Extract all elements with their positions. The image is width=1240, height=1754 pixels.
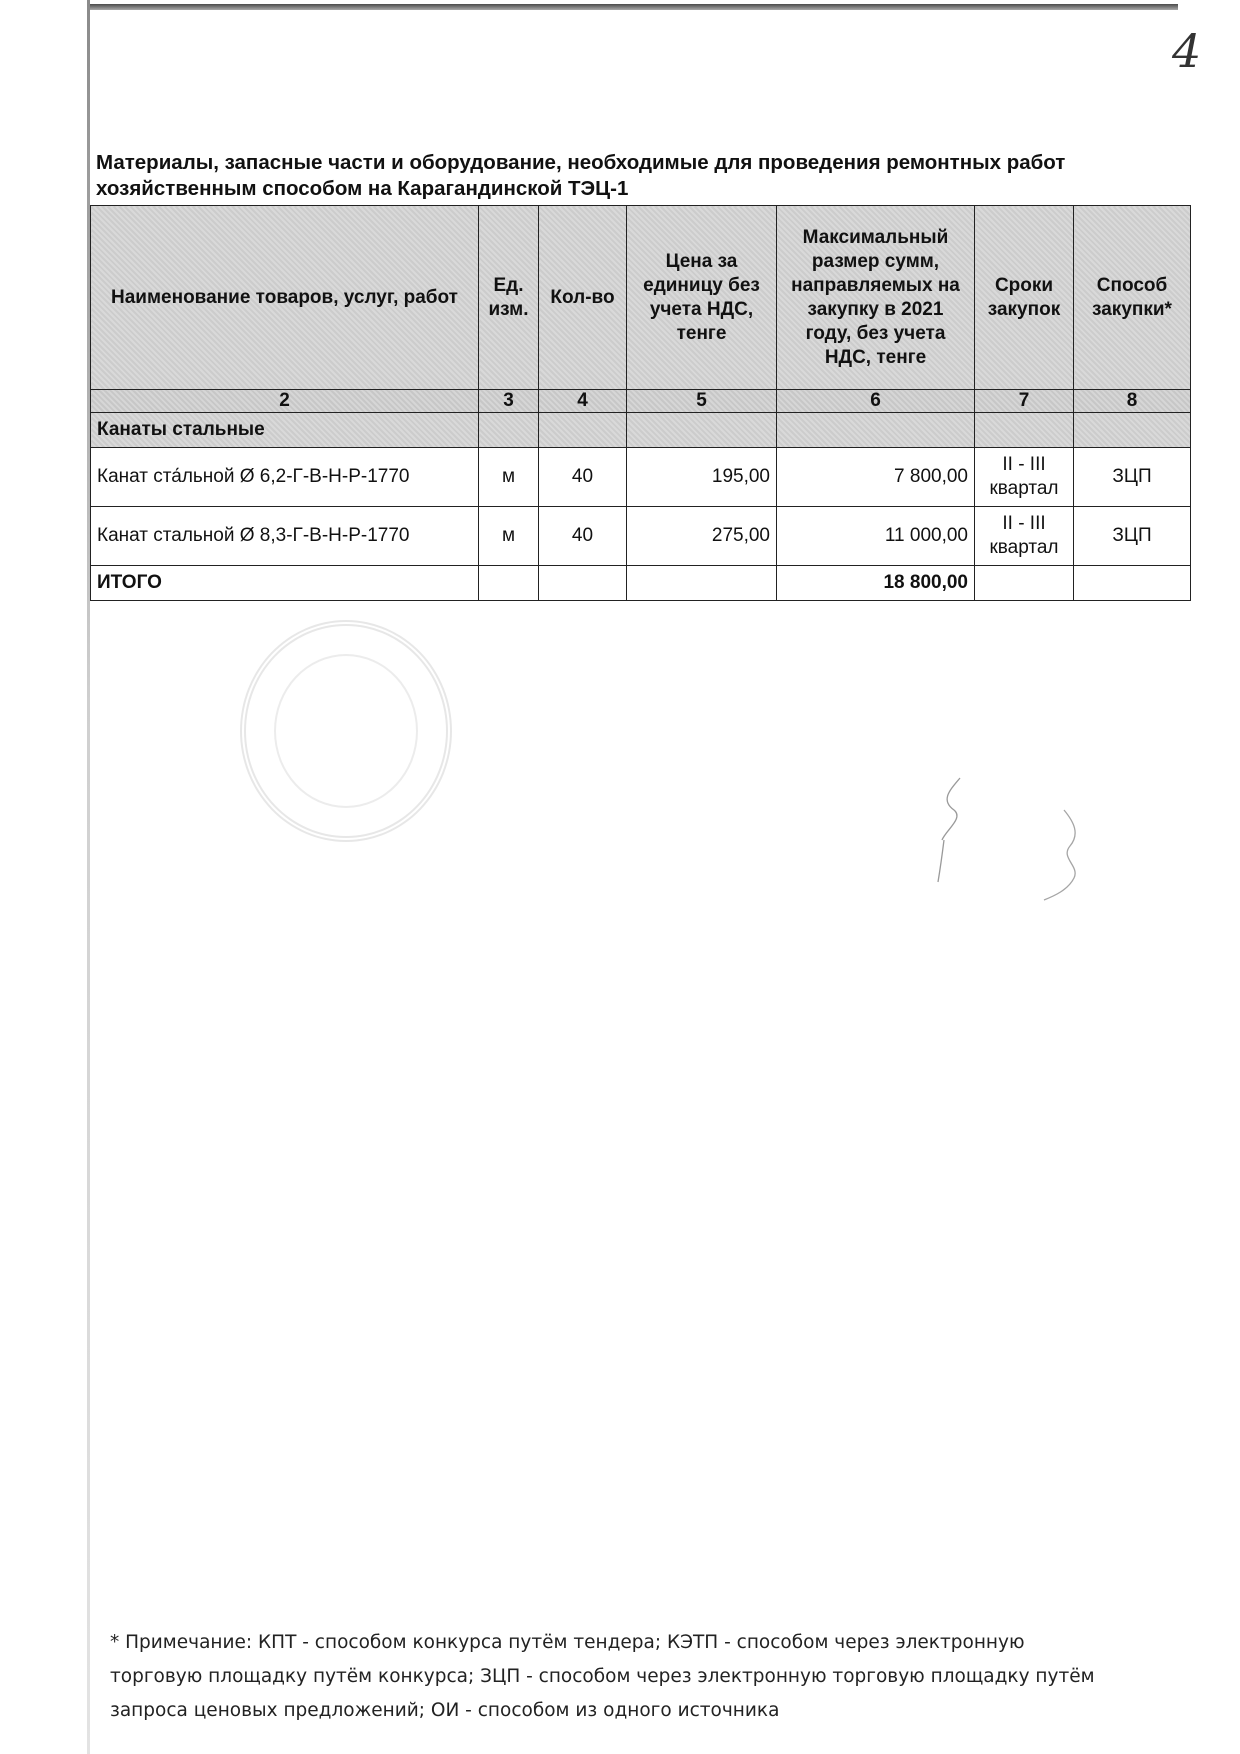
period-quarters: II - III	[1002, 513, 1046, 534]
item-name: Канат ста́льной Ø 6,2-Г-В-Н-Р-1770	[91, 448, 479, 507]
period-unit: квартал	[989, 478, 1059, 499]
column-number: 8	[1074, 390, 1191, 413]
section-row	[91, 413, 1191, 448]
table-row	[91, 507, 1191, 566]
item-price: 275,00	[627, 507, 777, 566]
column-number: 3	[479, 390, 539, 413]
faded-stamp	[240, 620, 452, 842]
header-amount: Максимальный размер сумм, направляемых на закупку в 2021 году, без учета НДС, тенге	[777, 206, 975, 390]
column-number: 4	[539, 390, 627, 413]
procurement-table	[90, 205, 1191, 601]
item-qty: 40	[539, 507, 627, 566]
item-method: ЗЦП	[1074, 448, 1191, 507]
item-unit: м	[479, 507, 539, 566]
section-title: Канаты стальные	[91, 413, 479, 448]
item-price: 195,00	[627, 448, 777, 507]
item-qty: 40	[539, 448, 627, 507]
column-number: 5	[627, 390, 777, 413]
column-number-row	[91, 390, 1191, 413]
column-number: 6	[777, 390, 975, 413]
item-unit: м	[479, 448, 539, 507]
item-period	[975, 448, 1074, 507]
total-row	[91, 566, 1191, 601]
period-quarters: II - III	[1002, 454, 1046, 475]
header-name: Наименование товаров, услуг, работ	[91, 206, 479, 390]
scan-edge-top	[88, 4, 1178, 10]
table-header-row	[91, 206, 1191, 390]
total-amount: 18 800,00	[777, 566, 975, 601]
page-number: 4	[1172, 24, 1202, 78]
column-number: 7	[975, 390, 1074, 413]
period-unit: квартал	[989, 537, 1059, 558]
header-period: Сроки закупок	[975, 206, 1074, 390]
column-number: 2	[91, 390, 479, 413]
header-qty: Кол-во	[539, 206, 627, 390]
signature-mark	[920, 770, 980, 890]
item-method: ЗЦП	[1074, 507, 1191, 566]
document-title: Материалы, запасные части и оборудование, необходимые для проведения ремонтных работ хозяйственным способом на Карагандинской ТЭЦ-1	[96, 151, 1066, 200]
signature-mark	[1030, 800, 1100, 910]
header-method: Способ закупки*	[1074, 206, 1191, 390]
table-row	[91, 448, 1191, 507]
item-amount: 7 800,00	[777, 448, 975, 507]
header-unit: Ед. изм.	[479, 206, 539, 390]
item-amount: 11 000,00	[777, 507, 975, 566]
total-label: ИТОГО	[91, 566, 479, 601]
item-name: Канат стальной Ø 8,3-Г-В-Н-Р-1770	[91, 507, 479, 566]
header-price: Цена за единицу без учета НДС, тенге	[627, 206, 777, 390]
footnote: * Примечание: КПТ - способом конкурса путём тендера; КЭТП - способом через электронную торговую площадку путём конкурса; ЗЦП - способом через электронную торговую площадку путём запроса ценовых предложений; ОИ - способом из одного источника	[110, 1632, 1095, 1721]
item-period	[975, 507, 1074, 566]
